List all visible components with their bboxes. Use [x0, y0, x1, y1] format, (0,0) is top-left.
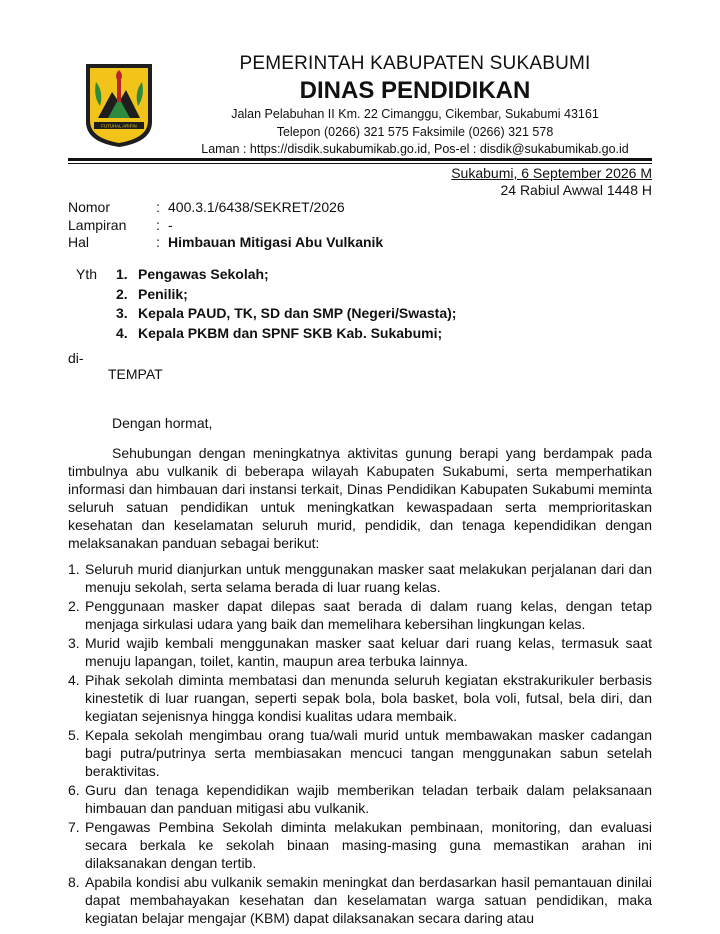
point-text: Murid wajib kembali menggunakan masker saat keluar dari ruang kelas, termasuk saat menuju lapangan, toilet, kantin, maupun area terbuka lainnya. [85, 635, 652, 669]
list-item [68, 726, 652, 780]
office-phone: Telepon (0266) 321 575 Faksimile (0266) 321 578 [276, 124, 554, 139]
nomor-colon: : [156, 199, 160, 215]
hal-label: Hal [68, 234, 90, 250]
lampiran-label: Lampiran [68, 216, 127, 233]
point-number: 4. [68, 672, 80, 688]
recipient-number: 1. [116, 266, 128, 282]
nomor-value: 400.3.1/6438/SEKRET/2026 [168, 199, 345, 215]
tempat-label: TEMPAT [108, 366, 163, 382]
hal-colon: : [156, 234, 160, 250]
meta-nomor [68, 199, 383, 217]
greeting: Dengan hormat, [112, 415, 213, 431]
list-item [116, 304, 456, 324]
recipient-number: 2. [116, 285, 128, 302]
recipient-text: Pengawas Sekolah; [138, 266, 269, 282]
hal-value: Himbauan Mitigasi Abu Vulkanik [168, 234, 384, 250]
addressee-block [76, 265, 456, 343]
list-item [68, 873, 652, 927]
point-number: 1. [68, 561, 80, 577]
recipient-text: Kepala PAUD, TK, SD dan SMP (Negeri/Swasta); [138, 305, 457, 321]
list-item [68, 671, 652, 725]
list-item [68, 560, 652, 596]
list-item [116, 265, 456, 285]
office-name: DINAS PENDIDIKAN [299, 77, 531, 104]
point-number: 3. [68, 635, 80, 651]
lampiran-colon: : [156, 216, 160, 233]
recipient-list [116, 265, 456, 343]
recipient-text: Penilik; [138, 285, 188, 302]
point-number: 7. [68, 819, 80, 835]
point-text: Kepala sekolah mengimbau orang tua/wali murid untuk membawakan masker cadangan bagi putra/putrinya serta membiasakan mencuci tangan menggunakan sabun setelah beraktivitas. [85, 727, 652, 779]
meta-hal [68, 234, 383, 252]
letter-date [451, 165, 652, 199]
list-item [68, 781, 652, 817]
letterhead-divider-thin [68, 163, 652, 164]
recipient-text: Kepala PKBM dan SPNF SKB Kab. Sukabumi; [138, 324, 443, 341]
recipient-number: 3. [116, 305, 128, 321]
list-item [68, 634, 652, 670]
letter-meta [68, 199, 383, 252]
letterhead [160, 52, 670, 159]
yth-label: Yth [76, 266, 98, 282]
meta-lampiran [68, 217, 383, 235]
sukabumi-emblem-icon [84, 62, 154, 148]
point-number: 2. [68, 598, 80, 614]
point-text: Penggunaan masker dapat dilepas saat berada di dalam ruang kelas, dengan tetap menjaga sirkulasi udara yang baik dan memelihara kebersihan lingkungan kelas. [85, 598, 652, 632]
list-item [68, 597, 652, 633]
list-item [116, 324, 456, 344]
office-web-email: Laman : https://disdik.sukabumikab.go.id, Pos-el : disdik@sukabumikab.go.id [201, 142, 629, 156]
date-masehi: Sukabumi, 6 September 2026 M [451, 165, 652, 181]
point-text: Seluruh murid dianjurkan untuk menggunakan masker saat melakukan perjalanan dari dan menuju sekolah, serta selama berada di luar ruang kelas. [85, 561, 652, 595]
point-text: Pihak sekolah diminta membatasi dan menunda seluruh kegiatan ekstrakurikuler berbasis kinestetik di luar ruangan, seperti sepak bola, bola basket, bola voli, futsal, bela diri, dan kegiatan sejenisnya hingga kondisi kualitas udara membaik. [85, 672, 652, 724]
point-number: 6. [68, 782, 80, 798]
di-label: di- [68, 350, 84, 366]
letterhead-divider-thick [68, 158, 652, 161]
guideline-list [68, 560, 652, 927]
list-item [68, 818, 652, 872]
emblem-motto: FUTUHAL ARIFIN [101, 123, 137, 129]
opening-paragraph: Sehubungan dengan meningkatnya aktivitas gunung berapi yang berdampak pada timbulnya abu vulkanik di beberapa wilayah Kabupaten Sukabumi, serta memperhatikan informasi dan himbauan dari instansi terkait, Dinas Pendidikan Kabupaten Sukabumi meminta seluruh satuan pendidikan untuk meningkatkan kewaspadaan serta memprioritaskan kesehatan dan keselamatan seluruh murid, pendidik, dan tenaga kependidikan dengan melaksanakan panduan sebagai berikut: [68, 445, 652, 551]
nomor-label: Nomor [68, 199, 111, 215]
point-text: Guru dan tenaga kependidikan wajib memberikan teladan terbaik dalam pelaksanaan himbauan dan panduan mitigasi abu vulkanik. [85, 782, 652, 816]
government-name: PEMERINTAH KABUPATEN SUKABUMI [239, 53, 591, 74]
date-hijri: 24 Rabiul Awwal 1448 H [500, 182, 652, 198]
point-text: Pengawas Pembina Sekolah diminta melakukan pembinaan, monitoring, dan evaluasi secara berkala ke sekolah binaan masing-masing guna memastikan arahan ini dilaksanakan dengan tertib. [85, 819, 652, 871]
office-address: Jalan Pelabuhan II Km. 22 Cimanggu, Cikembar, Sukabumi 43161 [231, 107, 599, 121]
lampiran-value: - [168, 216, 173, 233]
point-text: Apabila kondisi abu vulkanik semakin meningkat dan berdasarkan hasil pemantauan dinilai dapat membahayakan kesehatan dan keselamatan warga satuan pendidikan, maka kegiatan belajar mengajar (KBM) dapat dilaksanakan secara daring atau [85, 874, 652, 926]
list-item [116, 285, 456, 305]
recipient-number: 4. [116, 324, 128, 341]
point-number: 8. [68, 874, 80, 890]
point-number: 5. [68, 727, 80, 743]
